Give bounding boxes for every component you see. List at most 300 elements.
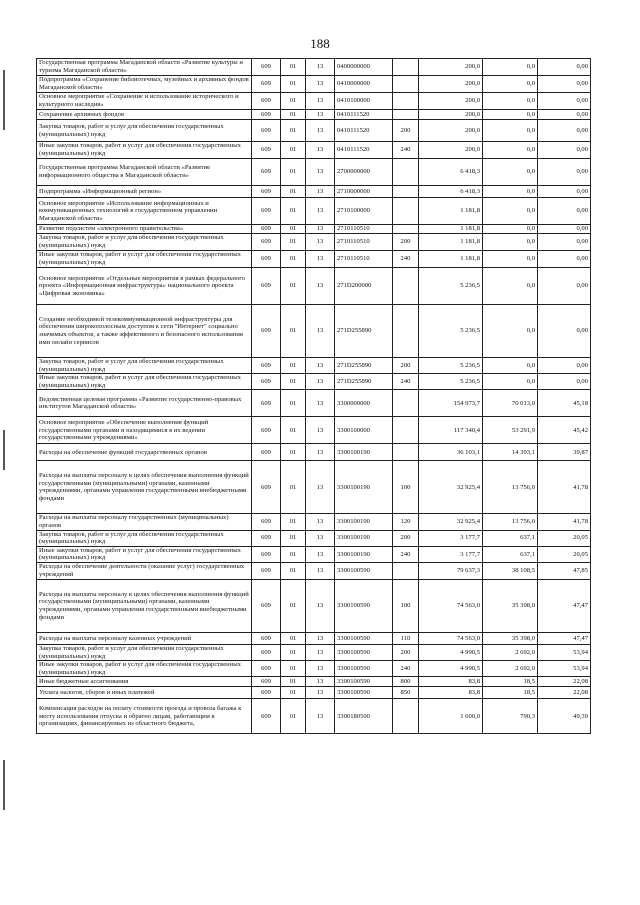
row-target-article: 3300100590	[335, 677, 393, 687]
table-row	[37, 76, 591, 93]
row-execution-percent: 45,18	[538, 390, 591, 417]
row-expense-type	[393, 159, 419, 186]
row-subsection: 13	[306, 562, 335, 579]
row-department-code: 609	[252, 186, 281, 198]
row-target-article: 3300100590	[335, 579, 393, 632]
table-row	[37, 677, 591, 687]
row-name: Подпрограмма «Сохранение библиотечных, музейных и архивных фондов Магаданской области»	[37, 76, 252, 93]
row-planned-amount: 5 236,5	[419, 305, 483, 358]
row-executed-amount: 0,0	[483, 59, 538, 76]
row-subsection: 13	[306, 374, 335, 390]
row-name: Расходы на выплаты персоналу в целях обеспечения выполнения функций государственными (муниципальными) органами, казенными учреждениями, органами управления государственными внебюджетными фондами	[37, 461, 252, 514]
row-execution-percent: 22,08	[538, 677, 591, 687]
row-execution-percent: 0,00	[538, 305, 591, 358]
row-expense-type	[393, 417, 419, 444]
row-subsection: 13	[306, 76, 335, 93]
row-name: Подпрограмма «Информационный регион»	[37, 186, 252, 198]
row-executed-amount: 0,0	[483, 225, 538, 234]
row-target-article: 3300100000	[335, 417, 393, 444]
row-name: Иные закупки товаров, работ и услуг для обеспечения государственных (муниципальных) нужд	[37, 374, 252, 390]
row-subsection: 13	[306, 358, 335, 374]
row-expense-type: 200	[393, 530, 419, 546]
row-execution-percent: 0,00	[538, 186, 591, 198]
row-target-article: 3300100190	[335, 444, 393, 461]
row-section: 01	[281, 632, 306, 644]
row-expense-type	[393, 699, 419, 734]
row-subsection: 13	[306, 110, 335, 120]
row-target-article: 3300100190	[335, 514, 393, 530]
row-section: 01	[281, 699, 306, 734]
row-department-code: 609	[252, 234, 281, 251]
row-department-code: 609	[252, 358, 281, 374]
row-department-code: 609	[252, 59, 281, 76]
row-section: 01	[281, 142, 306, 159]
binding-edge	[3, 430, 5, 470]
row-executed-amount: 0,0	[483, 76, 538, 93]
row-execution-percent: 0,00	[538, 110, 591, 120]
row-department-code: 609	[252, 268, 281, 305]
table-row	[37, 142, 591, 159]
row-execution-percent: 49,39	[538, 699, 591, 734]
table-row	[37, 444, 591, 461]
row-planned-amount: 6 418,3	[419, 186, 483, 198]
row-name: Основное мероприятие «Отдельные мероприятия в рамках федерального проекта «Информационная инфраструктура» национального проекта «Цифровая экономика»	[37, 268, 252, 305]
row-planned-amount: 5 236,5	[419, 358, 483, 374]
row-planned-amount: 1 181,8	[419, 198, 483, 225]
row-target-article: 2710100000	[335, 198, 393, 225]
row-executed-amount: 13 756,0	[483, 514, 538, 530]
row-planned-amount: 36 103,1	[419, 444, 483, 461]
row-executed-amount: 0,0	[483, 374, 538, 390]
row-execution-percent: 0,00	[538, 120, 591, 142]
row-planned-amount: 1 600,0	[419, 699, 483, 734]
row-planned-amount: 154 973,7	[419, 390, 483, 417]
row-executed-amount: 2 692,0	[483, 661, 538, 677]
row-department-code: 609	[252, 251, 281, 268]
row-expense-type: 240	[393, 661, 419, 677]
row-planned-amount: 6 418,3	[419, 159, 483, 186]
row-section: 01	[281, 93, 306, 110]
row-planned-amount: 83,8	[419, 677, 483, 687]
row-subsection: 13	[306, 677, 335, 687]
row-planned-amount: 1 181,8	[419, 234, 483, 251]
row-department-code: 609	[252, 530, 281, 546]
row-name: Основное мероприятие «Обеспечение выполнения функций государственными органами и находящимися в их ведении государственными учреждениями»	[37, 417, 252, 444]
row-expense-type	[393, 562, 419, 579]
row-section: 01	[281, 514, 306, 530]
row-execution-percent: 47,47	[538, 579, 591, 632]
row-expense-type	[393, 225, 419, 234]
table-row	[37, 644, 591, 660]
row-executed-amount: 18,5	[483, 677, 538, 687]
row-planned-amount: 1 181,8	[419, 225, 483, 234]
row-target-article: 3300100590	[335, 687, 393, 699]
table-row	[37, 374, 591, 390]
row-execution-percent: 47,85	[538, 562, 591, 579]
row-planned-amount: 117 340,4	[419, 417, 483, 444]
row-planned-amount: 4 990,5	[419, 661, 483, 677]
row-execution-percent: 20,05	[538, 530, 591, 546]
row-target-article: 0410000000	[335, 76, 393, 93]
row-planned-amount: 79 637,3	[419, 562, 483, 579]
row-subsection: 13	[306, 579, 335, 632]
row-section: 01	[281, 417, 306, 444]
row-executed-amount: 0,0	[483, 110, 538, 120]
row-target-article: 2710000000	[335, 186, 393, 198]
row-planned-amount: 4 990,5	[419, 644, 483, 660]
row-target-article: 3300180500	[335, 699, 393, 734]
row-department-code: 609	[252, 632, 281, 644]
table-row	[37, 390, 591, 417]
row-planned-amount: 200,0	[419, 120, 483, 142]
row-section: 01	[281, 251, 306, 268]
row-department-code: 609	[252, 159, 281, 186]
row-subsection: 13	[306, 514, 335, 530]
row-name: Закупка товаров, работ и услуг для обеспечения государственных (муниципальных) нужд	[37, 358, 252, 374]
row-department-code: 609	[252, 374, 281, 390]
row-executed-amount: 0,0	[483, 142, 538, 159]
row-name: Иные закупки товаров, работ и услуг для обеспечения государственных (муниципальных) нужд	[37, 251, 252, 268]
row-execution-percent: 41,78	[538, 514, 591, 530]
row-name: Сохранение архивных фондов	[37, 110, 252, 120]
row-target-article: 3300100590	[335, 632, 393, 644]
table-row	[37, 632, 591, 644]
row-name: Иные бюджетные ассигнования	[37, 677, 252, 687]
row-subsection: 13	[306, 93, 335, 110]
row-expense-type	[393, 93, 419, 110]
row-name: Расходы на обеспечение функций государственных органов	[37, 444, 252, 461]
table-row	[37, 225, 591, 234]
row-execution-percent: 53,94	[538, 644, 591, 660]
row-expense-type: 200	[393, 358, 419, 374]
row-section: 01	[281, 59, 306, 76]
row-department-code: 609	[252, 546, 281, 562]
row-executed-amount: 0,0	[483, 305, 538, 358]
row-target-article: 3300100190	[335, 461, 393, 514]
row-execution-percent: 0,00	[538, 234, 591, 251]
row-subsection: 13	[306, 687, 335, 699]
row-expense-type: 850	[393, 687, 419, 699]
row-target-article: 3300100590	[335, 661, 393, 677]
row-name: Иные закупки товаров, работ и услуг для обеспечения государственных (муниципальных) нужд	[37, 546, 252, 562]
budget-table	[36, 58, 591, 734]
row-executed-amount: 0,0	[483, 120, 538, 142]
row-department-code: 609	[252, 76, 281, 93]
row-section: 01	[281, 644, 306, 660]
row-section: 01	[281, 579, 306, 632]
row-expense-type: 800	[393, 677, 419, 687]
row-expense-type: 200	[393, 644, 419, 660]
row-expense-type: 240	[393, 546, 419, 562]
row-subsection: 13	[306, 268, 335, 305]
row-department-code: 609	[252, 699, 281, 734]
row-section: 01	[281, 268, 306, 305]
row-section: 01	[281, 546, 306, 562]
row-subsection: 13	[306, 225, 335, 234]
table-row	[37, 93, 591, 110]
row-expense-type: 200	[393, 120, 419, 142]
row-executed-amount: 0,0	[483, 234, 538, 251]
row-name: Закупка товаров, работ и услуг для обеспечения государственных (муниципальных) нужд	[37, 120, 252, 142]
row-section: 01	[281, 661, 306, 677]
table-row	[37, 251, 591, 268]
row-expense-type: 200	[393, 234, 419, 251]
row-subsection: 13	[306, 461, 335, 514]
row-planned-amount: 3 177,7	[419, 546, 483, 562]
binding-edge	[3, 70, 5, 130]
row-target-article: 0410111520	[335, 110, 393, 120]
row-name: Государственная программа Магаданской области «Развитие культуры и туризма Магаданской области»	[37, 59, 252, 76]
row-subsection: 13	[306, 699, 335, 734]
row-department-code: 609	[252, 444, 281, 461]
row-execution-percent: 22,08	[538, 687, 591, 699]
row-planned-amount: 200,0	[419, 110, 483, 120]
table-row	[37, 530, 591, 546]
row-planned-amount: 74 563,0	[419, 579, 483, 632]
row-executed-amount: 0,0	[483, 93, 538, 110]
row-section: 01	[281, 461, 306, 514]
row-execution-percent: 41,78	[538, 461, 591, 514]
row-target-article: 0410111520	[335, 142, 393, 159]
table-row	[37, 305, 591, 358]
row-expense-type: 240	[393, 251, 419, 268]
table-row	[37, 358, 591, 374]
row-execution-percent: 0,00	[538, 358, 591, 374]
row-department-code: 609	[252, 305, 281, 358]
row-execution-percent: 0,00	[538, 251, 591, 268]
row-expense-type: 120	[393, 514, 419, 530]
row-department-code: 609	[252, 417, 281, 444]
row-department-code: 609	[252, 110, 281, 120]
row-executed-amount: 637,1	[483, 546, 538, 562]
row-section: 01	[281, 305, 306, 358]
table-row	[37, 699, 591, 734]
row-department-code: 609	[252, 644, 281, 660]
table-row	[37, 120, 591, 142]
row-target-article: 2700000000	[335, 159, 393, 186]
row-execution-percent: 0,00	[538, 142, 591, 159]
row-executed-amount: 0,0	[483, 159, 538, 186]
row-execution-percent: 0,00	[538, 374, 591, 390]
page-number: 188	[310, 36, 330, 51]
row-target-article: 2710110510	[335, 234, 393, 251]
row-expense-type: 240	[393, 374, 419, 390]
row-execution-percent: 0,00	[538, 225, 591, 234]
row-target-article: 3300100190	[335, 546, 393, 562]
row-name: Государственная программа Магаданской области «Развитие информационного общества в Магаданской области»	[37, 159, 252, 186]
row-subsection: 13	[306, 120, 335, 142]
row-department-code: 609	[252, 562, 281, 579]
row-name: Основное мероприятие «Сохранение и использование исторического и культурного наследия»	[37, 93, 252, 110]
row-execution-percent: 0,00	[538, 268, 591, 305]
row-expense-type	[393, 305, 419, 358]
row-planned-amount: 200,0	[419, 93, 483, 110]
row-execution-percent: 0,00	[538, 59, 591, 76]
row-planned-amount: 200,0	[419, 76, 483, 93]
row-executed-amount: 35 398,0	[483, 632, 538, 644]
table-row	[37, 186, 591, 198]
row-section: 01	[281, 390, 306, 417]
row-name: Закупка товаров, работ и услуг для обеспечения государственных (муниципальных) нужд	[37, 234, 252, 251]
row-subsection: 13	[306, 251, 335, 268]
row-planned-amount: 3 177,7	[419, 530, 483, 546]
row-executed-amount: 0,0	[483, 358, 538, 374]
row-name: Создание необходимой телекоммуникационной инфраструктуры для обеспечения широкополосным доступом к сети "Интернет" социально значимых объектов, а также эффективного и безопасного использования ими онлайн сервисов	[37, 305, 252, 358]
table-row	[37, 234, 591, 251]
row-expense-type	[393, 110, 419, 120]
row-section: 01	[281, 186, 306, 198]
row-section: 01	[281, 444, 306, 461]
row-department-code: 609	[252, 661, 281, 677]
row-section: 01	[281, 562, 306, 579]
row-department-code: 609	[252, 461, 281, 514]
row-department-code: 609	[252, 677, 281, 687]
row-subsection: 13	[306, 632, 335, 644]
table-row	[37, 661, 591, 677]
row-expense-type	[393, 186, 419, 198]
row-name: Расходы на выплаты персоналу в целях обеспечения выполнения функций государственными (муниципальными) органами, казенными учреждениями, органами управления государственными внебюджетными фондами	[37, 579, 252, 632]
row-target-article: 271D255890	[335, 305, 393, 358]
row-department-code: 609	[252, 687, 281, 699]
row-subsection: 13	[306, 546, 335, 562]
row-target-article: 3300000000	[335, 390, 393, 417]
table-row	[37, 579, 591, 632]
row-name: Развитие подсистем «электронного правительства»	[37, 225, 252, 234]
row-executed-amount: 2 692,0	[483, 644, 538, 660]
row-planned-amount: 32 925,4	[419, 514, 483, 530]
row-execution-percent: 39,87	[538, 444, 591, 461]
row-executed-amount: 790,3	[483, 699, 538, 734]
table-row	[37, 562, 591, 579]
row-target-article: 271D255890	[335, 358, 393, 374]
row-planned-amount: 83,8	[419, 687, 483, 699]
row-subsection: 13	[306, 234, 335, 251]
row-name: Иные закупки товаров, работ и услуг для обеспечения государственных (муниципальных) нужд	[37, 661, 252, 677]
row-expense-type: 110	[393, 632, 419, 644]
row-target-article: 0410100000	[335, 93, 393, 110]
row-subsection: 13	[306, 417, 335, 444]
row-planned-amount: 5 236,5	[419, 268, 483, 305]
row-execution-percent: 20,05	[538, 546, 591, 562]
row-name: Ведомственная целевая программа «Развитие государственно-правовых институтов Магаданской области»	[37, 390, 252, 417]
row-executed-amount: 0,0	[483, 251, 538, 268]
row-section: 01	[281, 530, 306, 546]
row-planned-amount: 5 236,5	[419, 374, 483, 390]
table-row	[37, 687, 591, 699]
table-row	[37, 546, 591, 562]
row-subsection: 13	[306, 159, 335, 186]
row-expense-type: 240	[393, 142, 419, 159]
row-name: Уплата налогов, сборов и иных платежей	[37, 687, 252, 699]
row-name: Закупка товаров, работ и услуг для обеспечения государственных (муниципальных) нужд	[37, 644, 252, 660]
row-department-code: 609	[252, 120, 281, 142]
row-executed-amount: 35 398,0	[483, 579, 538, 632]
row-executed-amount: 0,0	[483, 198, 538, 225]
table-row	[37, 268, 591, 305]
table-row	[37, 417, 591, 444]
row-expense-type	[393, 390, 419, 417]
row-expense-type: 100	[393, 461, 419, 514]
row-planned-amount: 74 563,0	[419, 632, 483, 644]
row-department-code: 609	[252, 579, 281, 632]
row-planned-amount: 32 925,4	[419, 461, 483, 514]
row-executed-amount: 70 013,0	[483, 390, 538, 417]
row-subsection: 13	[306, 142, 335, 159]
row-subsection: 13	[306, 390, 335, 417]
row-expense-type	[393, 444, 419, 461]
row-target-article: 2710110510	[335, 251, 393, 268]
row-planned-amount: 1 181,8	[419, 251, 483, 268]
row-subsection: 13	[306, 186, 335, 198]
row-executed-amount: 13 756,0	[483, 461, 538, 514]
row-name: Расходы на выплаты персоналу казенных учреждений	[37, 632, 252, 644]
row-subsection: 13	[306, 661, 335, 677]
row-execution-percent: 0,00	[538, 198, 591, 225]
row-executed-amount: 53 291,9	[483, 417, 538, 444]
table-row	[37, 461, 591, 514]
table-row	[37, 110, 591, 120]
row-execution-percent: 0,00	[538, 159, 591, 186]
row-name: Расходы на выплаты персоналу государственных (муниципальных) органов	[37, 514, 252, 530]
row-subsection: 13	[306, 305, 335, 358]
row-section: 01	[281, 159, 306, 186]
row-execution-percent: 53,94	[538, 661, 591, 677]
row-subsection: 13	[306, 644, 335, 660]
row-target-article: 271D200000	[335, 268, 393, 305]
row-section: 01	[281, 687, 306, 699]
row-expense-type	[393, 59, 419, 76]
row-department-code: 609	[252, 93, 281, 110]
row-section: 01	[281, 358, 306, 374]
row-name: Компенсация расходов на оплату стоимости проезда и провоза багажа к месту использования отпуска и обратно лицам, работающим в организациях, финансируемых из областного бюджета,	[37, 699, 252, 734]
row-target-article: 3300100190	[335, 530, 393, 546]
row-department-code: 609	[252, 198, 281, 225]
row-target-article: 2710110510	[335, 225, 393, 234]
row-target-article: 3300100590	[335, 562, 393, 579]
row-execution-percent: 0,00	[538, 76, 591, 93]
row-department-code: 609	[252, 514, 281, 530]
row-target-article: 271D255890	[335, 374, 393, 390]
table-row	[37, 159, 591, 186]
row-execution-percent: 47,47	[538, 632, 591, 644]
row-target-article: 3300100590	[335, 644, 393, 660]
row-executed-amount: 0,0	[483, 268, 538, 305]
row-execution-percent: 0,00	[538, 93, 591, 110]
row-name: Основное мероприятие «Использование информационных и коммуникационных технологий в государственном управлении Магаданской области»	[37, 198, 252, 225]
row-executed-amount: 0,0	[483, 186, 538, 198]
row-expense-type	[393, 268, 419, 305]
row-department-code: 609	[252, 390, 281, 417]
row-target-article: 0410111520	[335, 120, 393, 142]
row-section: 01	[281, 120, 306, 142]
row-section: 01	[281, 110, 306, 120]
table-row	[37, 59, 591, 76]
row-subsection: 13	[306, 444, 335, 461]
row-section: 01	[281, 234, 306, 251]
row-name: Закупка товаров, работ и услуг для обеспечения государственных (муниципальных) нужд	[37, 530, 252, 546]
row-name: Иные закупки товаров, работ и услуг для обеспечения государственных (муниципальных) нужд	[37, 142, 252, 159]
row-target-article: 0400000000	[335, 59, 393, 76]
row-subsection: 13	[306, 530, 335, 546]
binding-edge	[3, 760, 5, 810]
row-subsection: 13	[306, 59, 335, 76]
table-row	[37, 198, 591, 225]
row-section: 01	[281, 374, 306, 390]
row-section: 01	[281, 76, 306, 93]
row-expense-type	[393, 76, 419, 93]
row-executed-amount: 637,1	[483, 530, 538, 546]
row-department-code: 609	[252, 142, 281, 159]
